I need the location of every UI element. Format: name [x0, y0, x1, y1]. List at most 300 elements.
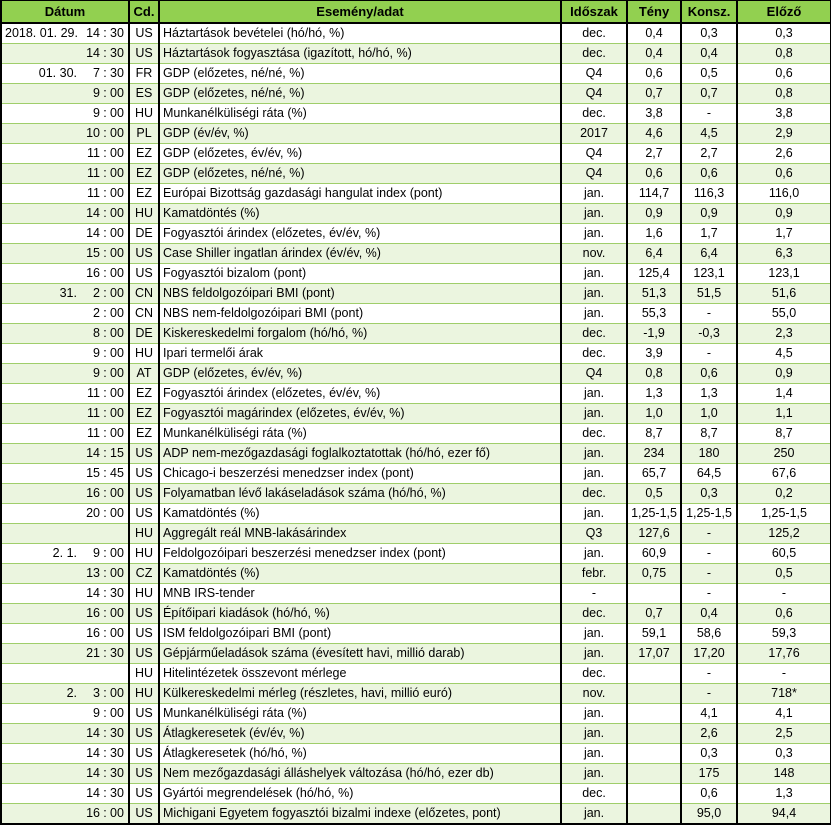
table-row: [1, 463, 831, 483]
previous-cell: 51,6: [737, 283, 831, 303]
consensus-cell: -: [681, 523, 737, 543]
time-separator: :: [101, 183, 109, 203]
hour-cell: 2: [79, 303, 101, 323]
consensus-cell: 4,1: [681, 703, 737, 723]
table-row: [1, 423, 831, 443]
minute-cell: 00: [109, 403, 129, 423]
minute-cell: 00: [109, 323, 129, 343]
minute-cell: 30: [109, 43, 129, 63]
time-separator: :: [101, 703, 109, 723]
period-cell: dec.: [561, 483, 627, 503]
consensus-cell: 17,20: [681, 643, 737, 663]
previous-cell: 0,2: [737, 483, 831, 503]
actual-cell: 60,9: [627, 543, 681, 563]
previous-cell: 17,76: [737, 643, 831, 663]
date-cell: [1, 163, 79, 183]
event-cell: Munkanélküliségi ráta (%): [159, 703, 561, 723]
table-row: [1, 583, 831, 603]
actual-cell: 234: [627, 443, 681, 463]
header-row: [1, 1, 831, 23]
minute-cell: 30: [109, 723, 129, 743]
consensus-cell: 8,7: [681, 423, 737, 443]
event-cell: Munkanélküliségi ráta (%): [159, 103, 561, 123]
consensus-cell: 0,4: [681, 43, 737, 63]
table-row: [1, 523, 831, 543]
hour-cell: 11: [79, 183, 101, 203]
hour-cell: 14: [79, 743, 101, 763]
actual-cell: [627, 703, 681, 723]
table-row: [1, 763, 831, 783]
consensus-cell: -: [681, 303, 737, 323]
hour-cell: 10: [79, 123, 101, 143]
header-event: Esemény/adat: [159, 1, 561, 23]
table-row: [1, 803, 831, 824]
date-cell: [1, 43, 79, 63]
header-period: Időszak: [561, 1, 627, 23]
country-code-cell: US: [129, 703, 159, 723]
previous-cell: 0,6: [737, 163, 831, 183]
previous-cell: 125,2: [737, 523, 831, 543]
period-cell: dec.: [561, 783, 627, 803]
hour-cell: 11: [79, 403, 101, 423]
table-row: [1, 323, 831, 343]
consensus-cell: 116,3: [681, 183, 737, 203]
country-code-cell: FR: [129, 63, 159, 83]
hour-cell: 8: [79, 323, 101, 343]
previous-cell: 8,7: [737, 423, 831, 443]
consensus-cell: 51,5: [681, 283, 737, 303]
table-row: [1, 663, 831, 683]
hour-cell: 16: [79, 803, 101, 824]
country-code-cell: US: [129, 763, 159, 783]
previous-cell: -: [737, 663, 831, 683]
header-cd: Cd.: [129, 1, 159, 23]
minute-cell: 00: [109, 623, 129, 643]
country-code-cell: US: [129, 503, 159, 523]
consensus-cell: 2,6: [681, 723, 737, 743]
country-code-cell: US: [129, 623, 159, 643]
table-row: [1, 63, 831, 83]
country-code-cell: US: [129, 443, 159, 463]
time-separator: :: [101, 243, 109, 263]
actual-cell: 1,25-1,5: [627, 503, 681, 523]
period-cell: jan.: [561, 283, 627, 303]
event-cell: Fogyasztói árindex (előzetes, év/év, %): [159, 383, 561, 403]
date-cell: [1, 443, 79, 463]
date-cell: [1, 303, 79, 323]
period-cell: dec.: [561, 343, 627, 363]
minute-cell: 30: [109, 23, 129, 44]
previous-cell: 718*: [737, 683, 831, 703]
date-cell: [1, 143, 79, 163]
date-cell: [1, 123, 79, 143]
table-row: [1, 143, 831, 163]
event-cell: Nem mezőgazdasági álláshelyek változása (hó/hó, ezer db): [159, 763, 561, 783]
hour-cell: 11: [79, 163, 101, 183]
table-row: [1, 683, 831, 703]
table-row: [1, 303, 831, 323]
time-separator: :: [101, 603, 109, 623]
time-separator: :: [101, 143, 109, 163]
country-code-cell: HU: [129, 663, 159, 683]
actual-cell: 1,0: [627, 403, 681, 423]
time-separator: :: [101, 743, 109, 763]
actual-cell: -1,9: [627, 323, 681, 343]
time-separator: :: [101, 683, 109, 703]
previous-cell: -: [737, 583, 831, 603]
time-separator: :: [101, 323, 109, 343]
time-separator: :: [101, 783, 109, 803]
period-cell: jan.: [561, 263, 627, 283]
event-cell: Fogyasztói bizalom (pont): [159, 263, 561, 283]
event-cell: Munkanélküliségi ráta (%): [159, 423, 561, 443]
consensus-cell: 58,6: [681, 623, 737, 643]
consensus-cell: 0,6: [681, 783, 737, 803]
period-cell: febr.: [561, 563, 627, 583]
table-row: [1, 483, 831, 503]
minute-cell: 00: [109, 803, 129, 824]
country-code-cell: CZ: [129, 563, 159, 583]
consensus-cell: 0,6: [681, 163, 737, 183]
event-cell: Háztartások fogyasztása (igazított, hó/hó, %): [159, 43, 561, 63]
country-code-cell: HU: [129, 523, 159, 543]
time-separator: [101, 523, 109, 543]
minute-cell: 00: [109, 683, 129, 703]
minute-cell: 00: [109, 283, 129, 303]
table-row: [1, 503, 831, 523]
date-cell: [1, 83, 79, 103]
hour-cell: 14: [79, 723, 101, 743]
date-cell: [1, 343, 79, 363]
date-cell: [1, 763, 79, 783]
date-cell: [1, 603, 79, 623]
consensus-cell: 1,25-1,5: [681, 503, 737, 523]
consensus-cell: -: [681, 663, 737, 683]
country-code-cell: US: [129, 263, 159, 283]
period-cell: nov.: [561, 683, 627, 703]
period-cell: dec.: [561, 423, 627, 443]
consensus-cell: -: [681, 583, 737, 603]
previous-cell: 0,8: [737, 83, 831, 103]
date-cell: [1, 663, 79, 683]
table-row: [1, 223, 831, 243]
previous-cell: 2,9: [737, 123, 831, 143]
table-row: [1, 383, 831, 403]
period-cell: jan.: [561, 503, 627, 523]
country-code-cell: CN: [129, 283, 159, 303]
consensus-cell: 0,3: [681, 23, 737, 44]
time-separator: :: [101, 263, 109, 283]
event-cell: GDP (előzetes, né/né, %): [159, 163, 561, 183]
hour-cell: 11: [79, 143, 101, 163]
date-cell: [1, 263, 79, 283]
previous-cell: 67,6: [737, 463, 831, 483]
minute-cell: 00: [109, 83, 129, 103]
table-row: [1, 183, 831, 203]
event-cell: Kamatdöntés (%): [159, 503, 561, 523]
hour-cell: 14: [79, 783, 101, 803]
hour-cell: 16: [79, 263, 101, 283]
actual-cell: 0,6: [627, 63, 681, 83]
date-cell: [1, 243, 79, 263]
minute-cell: 00: [109, 703, 129, 723]
event-cell: Gépjárműeladások száma (évesített havi, millió darab): [159, 643, 561, 663]
country-code-cell: US: [129, 43, 159, 63]
previous-cell: 0,9: [737, 363, 831, 383]
country-code-cell: HU: [129, 543, 159, 563]
minute-cell: 00: [109, 483, 129, 503]
actual-cell: [627, 763, 681, 783]
minute-cell: 00: [109, 223, 129, 243]
event-cell: MNB IRS-tender: [159, 583, 561, 603]
minute-cell: 00: [109, 363, 129, 383]
consensus-cell: 0,3: [681, 743, 737, 763]
period-cell: jan.: [561, 623, 627, 643]
minute-cell: 00: [109, 103, 129, 123]
date-cell: [1, 363, 79, 383]
consensus-cell: -: [681, 343, 737, 363]
previous-cell: 0,9: [737, 203, 831, 223]
event-cell: Hitelintézetek összevont mérlege: [159, 663, 561, 683]
minute-cell: 30: [109, 643, 129, 663]
time-separator: :: [101, 203, 109, 223]
country-code-cell: EZ: [129, 423, 159, 443]
country-code-cell: HU: [129, 683, 159, 703]
date-cell: [1, 803, 79, 824]
country-code-cell: EZ: [129, 383, 159, 403]
hour-cell: [79, 663, 101, 683]
country-code-cell: US: [129, 483, 159, 503]
period-cell: jan.: [561, 203, 627, 223]
time-separator: :: [101, 303, 109, 323]
event-cell: Kamatdöntés (%): [159, 203, 561, 223]
country-code-cell: HU: [129, 343, 159, 363]
actual-cell: 0,4: [627, 43, 681, 63]
previous-cell: 1,25-1,5: [737, 503, 831, 523]
minute-cell: 45: [109, 463, 129, 483]
event-cell: GDP (év/év, %): [159, 123, 561, 143]
event-cell: NBS feldolgozóipari BMI (pont): [159, 283, 561, 303]
minute-cell: 00: [109, 183, 129, 203]
actual-cell: [627, 783, 681, 803]
event-cell: Case Shiller ingatlan árindex (év/év, %): [159, 243, 561, 263]
time-separator: :: [101, 283, 109, 303]
period-cell: jan.: [561, 303, 627, 323]
date-cell: [1, 483, 79, 503]
minute-cell: 00: [109, 243, 129, 263]
time-separator: :: [101, 83, 109, 103]
previous-cell: 4,1: [737, 703, 831, 723]
previous-cell: 0,8: [737, 43, 831, 63]
period-cell: dec.: [561, 663, 627, 683]
hour-cell: 11: [79, 423, 101, 443]
hour-cell: 9: [79, 83, 101, 103]
country-code-cell: EZ: [129, 163, 159, 183]
consensus-cell: -: [681, 683, 737, 703]
table-row: [1, 723, 831, 743]
date-cell: [1, 183, 79, 203]
minute-cell: [109, 663, 129, 683]
period-cell: jan.: [561, 183, 627, 203]
time-separator: :: [101, 223, 109, 243]
event-cell: ISM feldolgozóipari BMI (pont): [159, 623, 561, 643]
hour-cell: 21: [79, 643, 101, 663]
minute-cell: 15: [109, 443, 129, 463]
event-cell: Feldolgozóipari beszerzési menedzser index (pont): [159, 543, 561, 563]
event-cell: Michigani Egyetem fogyasztói bizalmi indexe (előzetes, pont): [159, 803, 561, 824]
event-cell: Kamatdöntés (%): [159, 563, 561, 583]
table-row: [1, 603, 831, 623]
event-cell: Folyamatban lévő lakáseladások száma (hó/hó, %): [159, 483, 561, 503]
actual-cell: 0,7: [627, 83, 681, 103]
actual-cell: [627, 723, 681, 743]
date-cell: [1, 563, 79, 583]
hour-cell: 9: [79, 343, 101, 363]
previous-cell: 148: [737, 763, 831, 783]
hour-cell: 9: [79, 543, 101, 563]
country-code-cell: US: [129, 603, 159, 623]
previous-cell: 116,0: [737, 183, 831, 203]
actual-cell: [627, 803, 681, 824]
hour-cell: 11: [79, 383, 101, 403]
actual-cell: 0,75: [627, 563, 681, 583]
period-cell: Q4: [561, 143, 627, 163]
period-cell: dec.: [561, 323, 627, 343]
country-code-cell: DE: [129, 223, 159, 243]
table-row: [1, 203, 831, 223]
event-cell: Külkereskedelmi mérleg (részletes, havi, millió euró): [159, 683, 561, 703]
table-body: [1, 23, 831, 824]
consensus-cell: 1,3: [681, 383, 737, 403]
event-cell: GDP (előzetes, né/né, %): [159, 83, 561, 103]
hour-cell: 16: [79, 623, 101, 643]
actual-cell: 1,3: [627, 383, 681, 403]
consensus-cell: 2,7: [681, 143, 737, 163]
time-separator: :: [101, 163, 109, 183]
consensus-cell: 0,5: [681, 63, 737, 83]
period-cell: dec.: [561, 23, 627, 44]
header-previous: Előző: [737, 1, 831, 23]
minute-cell: 00: [109, 383, 129, 403]
consensus-cell: 0,9: [681, 203, 737, 223]
table-row: [1, 563, 831, 583]
time-separator: :: [101, 443, 109, 463]
header-consensus: Konsz.: [681, 1, 737, 23]
event-cell: GDP (előzetes, év/év, %): [159, 143, 561, 163]
table-row: [1, 543, 831, 563]
hour-cell: 14: [79, 763, 101, 783]
previous-cell: 1,1: [737, 403, 831, 423]
period-cell: jan.: [561, 403, 627, 423]
date-cell: [1, 783, 79, 803]
consensus-cell: 0,4: [681, 603, 737, 623]
previous-cell: 0,3: [737, 743, 831, 763]
minute-cell: 30: [109, 583, 129, 603]
time-separator: :: [101, 343, 109, 363]
previous-cell: 250: [737, 443, 831, 463]
country-code-cell: EZ: [129, 143, 159, 163]
period-cell: jan.: [561, 463, 627, 483]
event-cell: Ipari termelői árak: [159, 343, 561, 363]
consensus-cell: 0,6: [681, 363, 737, 383]
actual-cell: 8,7: [627, 423, 681, 443]
event-cell: Háztartások bevételei (hó/hó, %): [159, 23, 561, 44]
previous-cell: 0,3: [737, 23, 831, 44]
consensus-cell: 0,7: [681, 83, 737, 103]
period-cell: Q4: [561, 163, 627, 183]
country-code-cell: US: [129, 783, 159, 803]
time-separator: :: [101, 763, 109, 783]
table-row: [1, 403, 831, 423]
event-cell: Aggregált reál MNB-lakásárindex: [159, 523, 561, 543]
table-row: [1, 283, 831, 303]
minute-cell: 00: [109, 543, 129, 563]
time-separator: :: [101, 503, 109, 523]
time-separator: :: [101, 723, 109, 743]
actual-cell: 0,5: [627, 483, 681, 503]
consensus-cell: 123,1: [681, 263, 737, 283]
table-row: [1, 243, 831, 263]
minute-cell: 30: [109, 743, 129, 763]
time-separator: :: [101, 643, 109, 663]
actual-cell: 114,7: [627, 183, 681, 203]
event-cell: GDP (előzetes, né/né, %): [159, 63, 561, 83]
hour-cell: 16: [79, 483, 101, 503]
period-cell: 2017: [561, 123, 627, 143]
time-separator: :: [101, 403, 109, 423]
event-cell: Átlagkeresetek (év/év, %): [159, 723, 561, 743]
table-row: [1, 263, 831, 283]
time-separator: :: [101, 483, 109, 503]
time-separator: :: [101, 363, 109, 383]
table-row: [1, 343, 831, 363]
previous-cell: 0,6: [737, 63, 831, 83]
previous-cell: 123,1: [737, 263, 831, 283]
hour-cell: 14: [79, 583, 101, 603]
period-cell: nov.: [561, 243, 627, 263]
date-cell: [1, 223, 79, 243]
event-cell: Építőipari kiadások (hó/hó, %): [159, 603, 561, 623]
period-cell: jan.: [561, 723, 627, 743]
minute-cell: 00: [109, 343, 129, 363]
table-row: [1, 743, 831, 763]
actual-cell: 3,9: [627, 343, 681, 363]
period-cell: jan.: [561, 383, 627, 403]
previous-cell: 55,0: [737, 303, 831, 323]
consensus-cell: 1,0: [681, 403, 737, 423]
header-datum: Dátum: [1, 1, 129, 23]
date-cell: [1, 423, 79, 443]
country-code-cell: HU: [129, 583, 159, 603]
actual-cell: 1,6: [627, 223, 681, 243]
time-separator: :: [101, 423, 109, 443]
country-code-cell: CN: [129, 303, 159, 323]
actual-cell: 4,6: [627, 123, 681, 143]
actual-cell: [627, 663, 681, 683]
hour-cell: 15: [79, 463, 101, 483]
period-cell: jan.: [561, 223, 627, 243]
period-cell: Q3: [561, 523, 627, 543]
time-separator: :: [101, 103, 109, 123]
country-code-cell: HU: [129, 103, 159, 123]
actual-cell: 6,4: [627, 243, 681, 263]
minute-cell: 30: [109, 783, 129, 803]
date-cell: [1, 403, 79, 423]
period-cell: jan.: [561, 543, 627, 563]
consensus-cell: -0,3: [681, 323, 737, 343]
table-row: [1, 23, 831, 44]
event-cell: Chicago-i beszerzési menedzser index (pont): [159, 463, 561, 483]
